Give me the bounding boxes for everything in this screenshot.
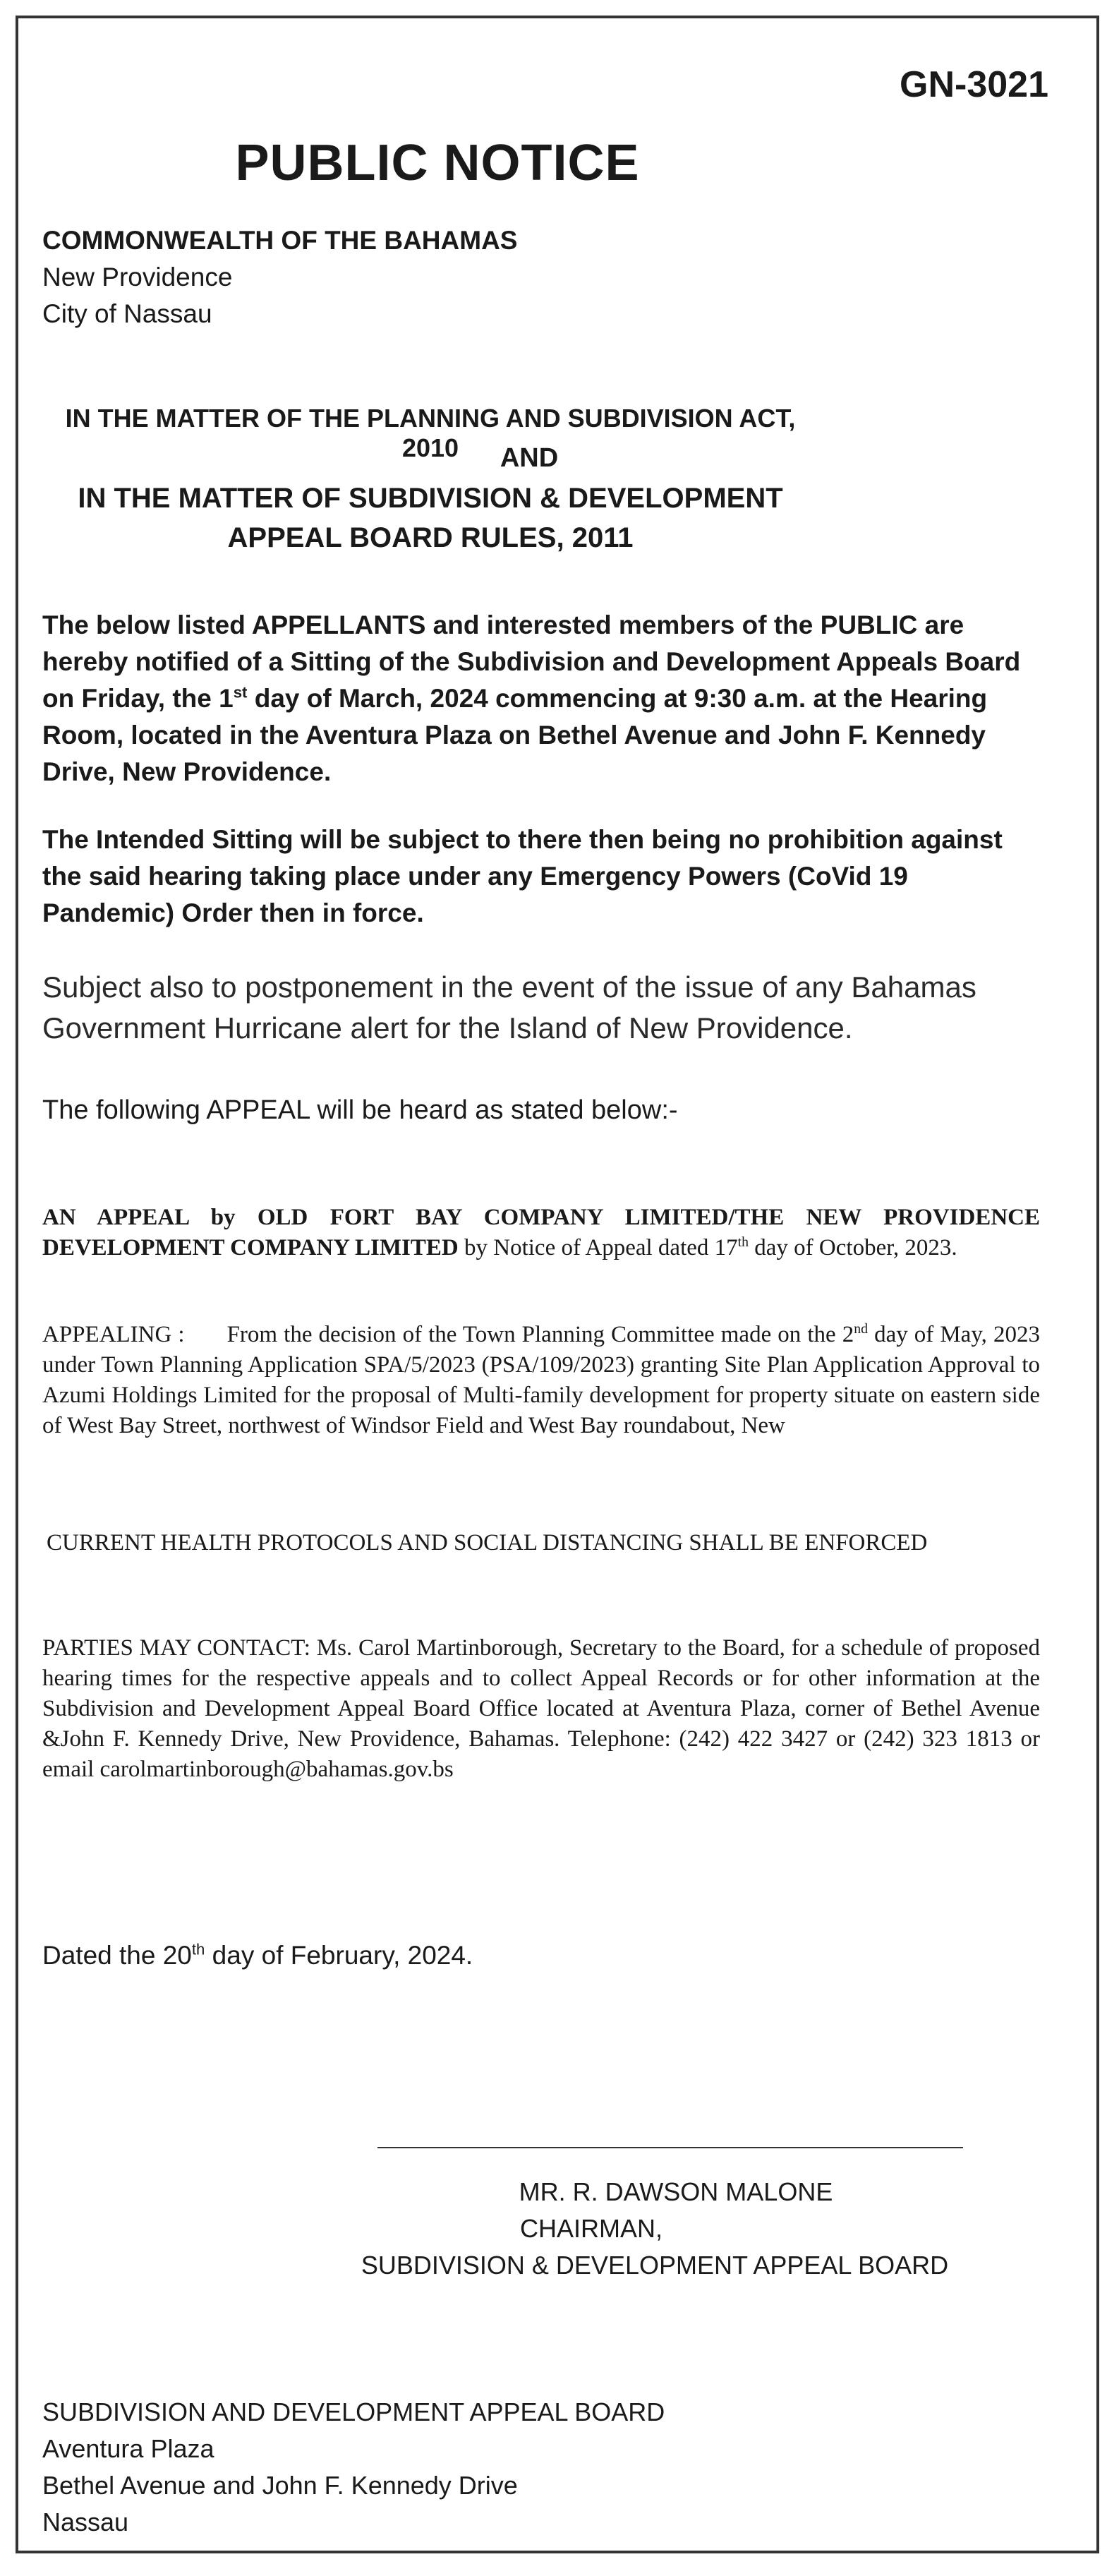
sitting-paragraph bbox=[42, 607, 1044, 790]
appealing-text-2: day of May, 2023 under Town Planning Application SPA/5/2023 (PSA/109/2023) granting Site Plan Application Approval to Azumi Holdings Limited for the proposal of Multi-family development for property situate on eastern side of West Bay Street, northwest of Windsor Field and West Bay roundabout, New bbox=[42, 1322, 1040, 1438]
dated-line bbox=[42, 1941, 473, 1970]
hurricane-paragraph: Subject also to postponement in the event of the issue of any Bahamas Government Hurricane alert for the Island of New Providence. bbox=[42, 970, 976, 1045]
matter-and: AND bbox=[500, 443, 559, 473]
contact-paragraph: PARTIES MAY CONTACT: Ms. Carol Martinborough, Secretary to the Board, for a schedule of proposed hearing times for the respective appeals and to collect Appeal Records or for other information at the Subdivision and Development Appeal Board Office located at Aventura Plaza, corner of Bethel Avenue &John F. Kennedy Drive, New Providence, Bahamas. Telephone: (242) 422 3427 or (242) 323 1813 or email carolmartinborough@bahamas.gov.bs bbox=[42, 1635, 1040, 1782]
sitting-text-2: day of March, 2024 commencing at 9:30 a.m. at the Hearing Room, located in the Aventura Plaza on Bethel Avenue and John F. Kennedy Drive, New Providence. bbox=[42, 684, 988, 786]
notice-code: GN-3021 bbox=[900, 64, 1048, 105]
notice-border bbox=[16, 16, 1099, 2553]
signature-line bbox=[377, 2147, 963, 2148]
notice-title: PUBLIC NOTICE bbox=[235, 135, 640, 191]
jurisdiction bbox=[42, 222, 517, 332]
appealing-text-1: From the decision of the Town Planning Committee made on the 2 bbox=[226, 1322, 854, 1347]
signatory-role: CHAIRMAN, bbox=[519, 2214, 663, 2243]
dated-text-1: Dated the 20 bbox=[42, 1941, 192, 1970]
signatory-name: MR. R. DAWSON MALONE bbox=[519, 2177, 833, 2206]
matter-rules: APPEAL BOARD RULES, 2011 bbox=[227, 522, 634, 553]
dated-text-2: day of February, 2024. bbox=[205, 1941, 473, 1970]
appeal-text-2: day of October, 2023. bbox=[749, 1235, 957, 1260]
appealing-paragraph bbox=[42, 1320, 1040, 1441]
appeal-paragraph bbox=[42, 1203, 1040, 1263]
sitting-text-1: The below listed APPELLANTS and interested members of the PUBLIC are hereby notified of a Sitting of the Subdivision and Development Appeals Board on Friday, the 1 bbox=[42, 610, 1021, 713]
matter-act: IN THE MATTER OF THE PLANNING AND SUBDIVISION ACT, 2010 bbox=[65, 404, 796, 462]
board-address bbox=[42, 2394, 665, 2541]
appeal-parties: AN APPEAL by OLD FORT BAY COMPANY LIMITED/THE NEW PROVIDENCE DEVELOPMENT COMPANY LIMITED bbox=[42, 1205, 1040, 1260]
address-street: Bethel Avenue and John F. Kennedy Drive bbox=[42, 2471, 518, 2500]
appealing-ordinal: nd bbox=[854, 1321, 869, 1337]
address-plaza: Aventura Plaza bbox=[42, 2434, 214, 2463]
matter-subdivision: IN THE MATTER OF SUBDIVISION & DEVELOPMENT bbox=[78, 483, 783, 514]
dated-ordinal: th bbox=[191, 1940, 205, 1958]
appeal-text-1: by Notice of Appeal dated 17 bbox=[458, 1235, 738, 1260]
health-notice: CURRENT HEALTH PROTOCOLS AND SOCIAL DISTANCING SHALL BE ENFORCED bbox=[47, 1530, 928, 1555]
sitting-ordinal: st bbox=[233, 683, 248, 702]
appeal-ordinal: th bbox=[737, 1234, 749, 1250]
jurisdiction-island: New Providence bbox=[42, 263, 233, 291]
following-line: The following APPEAL will be heard as stated below:- bbox=[42, 1095, 678, 1125]
jurisdiction-city: City of Nassau bbox=[42, 299, 212, 328]
condition-paragraph: The Intended Sitting will be subject to there then being no prohibition against the said hearing taking place under any Emergency Powers (CoVid 19 Pandemic) Order then in force. bbox=[42, 825, 1003, 927]
jurisdiction-country: COMMONWEALTH OF THE BAHAMAS bbox=[42, 226, 518, 255]
signatory-board: SUBDIVISION & DEVELOPMENT APPEAL BOARD bbox=[361, 2251, 949, 2280]
address-city: Nassau bbox=[42, 2508, 129, 2536]
address-board: SUBDIVISION AND DEVELOPMENT APPEAL BOARD bbox=[42, 2397, 665, 2426]
appealing-label: APPEALING : bbox=[42, 1322, 185, 1347]
